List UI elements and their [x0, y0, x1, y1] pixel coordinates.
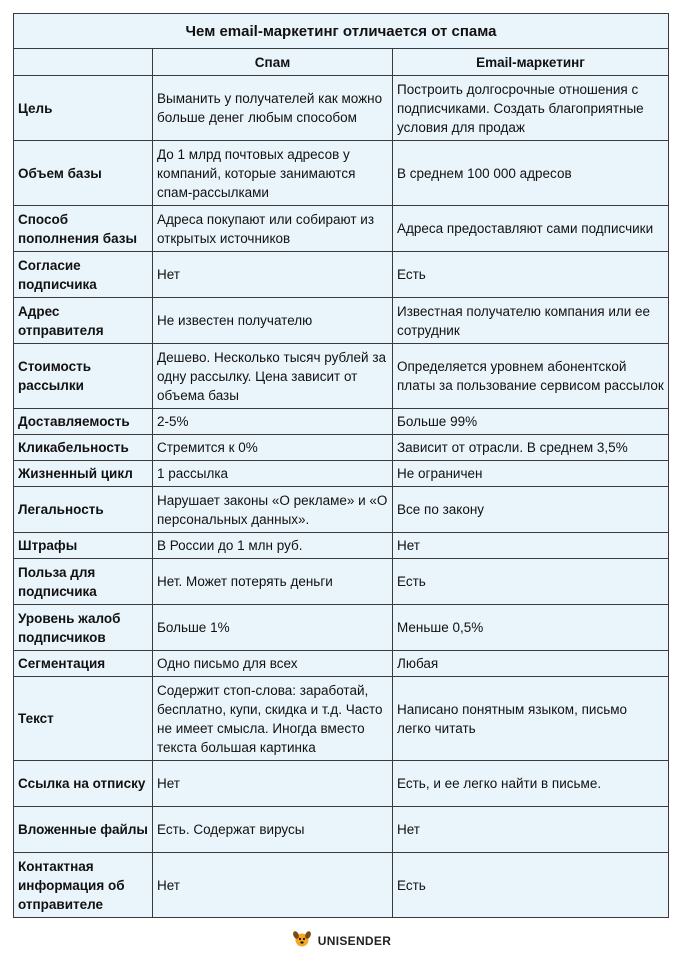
- email-cell: Построить долгосрочные отношения с подписчиками. Создать благоприятные условия для продаж: [393, 76, 669, 141]
- table-row: [14, 298, 669, 344]
- header-spam: Спам: [153, 49, 393, 76]
- spam-cell: Нет: [153, 853, 393, 918]
- table-row: [14, 141, 669, 206]
- email-cell: В среднем 100 000 адресов: [393, 141, 669, 206]
- table-title: Чем email-маркетинг отличается от спама: [14, 14, 669, 49]
- header-email-marketing: Email-маркетинг: [393, 49, 669, 76]
- row-label: Уровень жалоб подписчиков: [14, 605, 153, 651]
- spam-cell: Больше 1%: [153, 605, 393, 651]
- dog-mascot-icon: [292, 930, 312, 953]
- spam-cell: Есть. Содержат вирусы: [153, 807, 393, 853]
- row-label: Контактная информация об отправителе: [14, 853, 153, 918]
- title-row: [14, 14, 669, 49]
- spam-cell: Содержит стоп-слова: заработай, бесплатно, купи, скидка и т.д. Часто не имеет смысла. Иногда вместо текста большая картинка: [153, 677, 393, 761]
- email-cell: Есть: [393, 853, 669, 918]
- email-cell: Нет: [393, 807, 669, 853]
- row-label: Доставляемость: [14, 409, 153, 435]
- spam-cell: Не известен получателю: [153, 298, 393, 344]
- row-label: Способ пополнения базы: [14, 206, 153, 252]
- header-row: [14, 49, 669, 76]
- row-label: Польза для подписчика: [14, 559, 153, 605]
- spam-cell: До 1 млрд почтовых адресов у компаний, которые занимаются спам-рассылками: [153, 141, 393, 206]
- email-cell: Есть: [393, 252, 669, 298]
- spam-cell: Нет: [153, 761, 393, 807]
- email-cell: Больше 99%: [393, 409, 669, 435]
- row-label: Жизненный цикл: [14, 461, 153, 487]
- row-label: Адрес отправителя: [14, 298, 153, 344]
- spam-cell: Одно письмо для всех: [153, 651, 393, 677]
- spam-cell: Нарушает законы «О рекламе» и «О персональных данных».: [153, 487, 393, 533]
- comparison-table: [13, 13, 669, 918]
- table-row: [14, 651, 669, 677]
- row-label: Согласие подписчика: [14, 252, 153, 298]
- spam-cell: Нет. Может потерять деньги: [153, 559, 393, 605]
- spam-cell: Стремится к 0%: [153, 435, 393, 461]
- header-empty: [14, 49, 153, 76]
- spam-cell: В России до 1 млн руб.: [153, 533, 393, 559]
- table-row: [14, 206, 669, 252]
- table-row: [14, 487, 669, 533]
- row-label: Текст: [14, 677, 153, 761]
- row-label: Легальность: [14, 487, 153, 533]
- spam-cell: Нет: [153, 252, 393, 298]
- email-cell: Адреса предоставляют сами подписчики: [393, 206, 669, 252]
- table-row: [14, 761, 669, 807]
- email-cell: Зависит от отрасли. В среднем 3,5%: [393, 435, 669, 461]
- row-label: Сегментация: [14, 651, 153, 677]
- table-row: [14, 76, 669, 141]
- email-cell: Не ограничен: [393, 461, 669, 487]
- row-label: Штрафы: [14, 533, 153, 559]
- table-row: [14, 807, 669, 853]
- email-cell: Все по закону: [393, 487, 669, 533]
- row-label: Объем базы: [14, 141, 153, 206]
- table-row: [14, 533, 669, 559]
- email-cell: Написано понятным языком, письмо легко читать: [393, 677, 669, 761]
- spam-cell: 2-5%: [153, 409, 393, 435]
- row-label: Вложенные файлы: [14, 807, 153, 853]
- table-row: [14, 605, 669, 651]
- table-row: [14, 853, 669, 918]
- table-row: [14, 677, 669, 761]
- row-label: Кликабельность: [14, 435, 153, 461]
- email-cell: Есть, и ее легко найти в письме.: [393, 761, 669, 807]
- email-cell: Известная получателю компания или ее сотрудник: [393, 298, 669, 344]
- table-row: [14, 252, 669, 298]
- comparison-table-container: [13, 13, 668, 918]
- table-row: [14, 409, 669, 435]
- row-label: Цель: [14, 76, 153, 141]
- email-cell: Определяется уровнем абонентской платы за пользование сервисом рассылок: [393, 344, 669, 409]
- spam-cell: Дешево. Несколько тысяч рублей за одну рассылку. Цена зависит от объема базы: [153, 344, 393, 409]
- email-cell: Меньше 0,5%: [393, 605, 669, 651]
- brand-footer: [0, 931, 683, 951]
- email-cell: Нет: [393, 533, 669, 559]
- table-row: [14, 435, 669, 461]
- spam-cell: Выманить у получателей как можно больше денег любым способом: [153, 76, 393, 141]
- table-row: [14, 559, 669, 605]
- spam-cell: Адреса покупают или собирают из открытых источников: [153, 206, 393, 252]
- row-label: Ссылка на отписку: [14, 761, 153, 807]
- email-cell: Любая: [393, 651, 669, 677]
- email-cell: Есть: [393, 559, 669, 605]
- table-row: [14, 344, 669, 409]
- brand-name: UNISENDER: [317, 934, 392, 948]
- spam-cell: 1 рассылка: [153, 461, 393, 487]
- row-label: Стоимость рассылки: [14, 344, 153, 409]
- table-row: [14, 461, 669, 487]
